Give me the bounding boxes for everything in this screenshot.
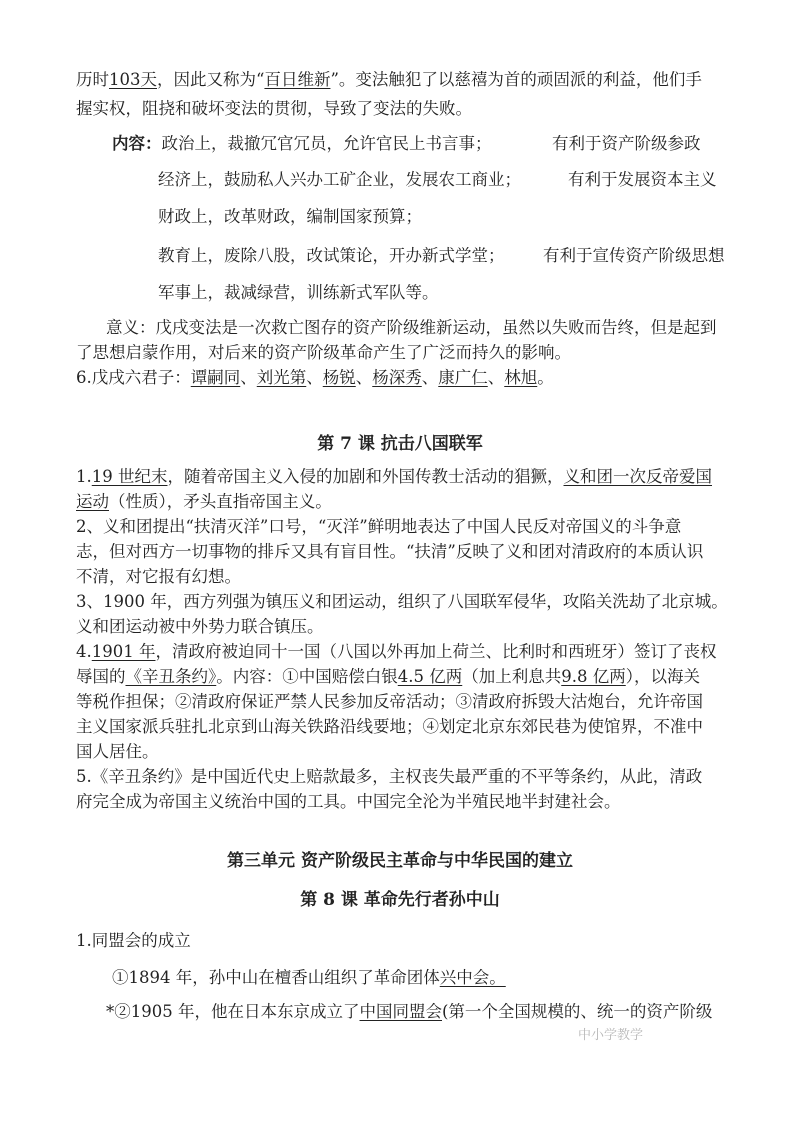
content-line: 内容：政治上，裁撤冗官冗员，允许官民上书言事；	[112, 134, 492, 153]
text-line: 2、义和团提出“扶清灭洋”口号，“灭洋”鲜明地表达了中国人民反对帝国义的斗争意	[76, 517, 682, 536]
text-line: 辱国的《辛丑条约》。内容：①中国赔偿白银4.5 亿两（加上利息共9.8 亿两），以海关	[76, 667, 700, 686]
content-line: 教育上，废除八股，改试策论，开办新式学堂；	[158, 246, 505, 265]
text-line: 握实权，阻挠和破坏变法的贯彻，导致了变法的失败。	[76, 99, 472, 118]
content-note: 有利于发展资本主义	[568, 170, 717, 189]
text-line: 等税作担保；②清政府保证严禁人民参加反帝活动；③清政府拆毁大沽炮台，允许帝国	[76, 692, 703, 711]
text-line: 3、1900 年，西方列强为镇压义和团运动，组织了八国联军侵华，攻陷关洗劫了北京城。	[76, 592, 728, 611]
content-note: 有利于宣传资产阶级思想	[543, 246, 725, 265]
watermark: 中小学教学	[578, 1028, 644, 1043]
text-line: 运动（性质），矛头直指帝国主义。	[76, 492, 332, 511]
text-line: 不清，对它报有幻想。	[76, 567, 241, 586]
six-gentlemen-line: 6.戊戌六君子：谭嗣同、刘光第、杨锐、杨深秀、康广仁、林旭。	[76, 368, 554, 387]
content-line: 军事上，裁减绿营，训练新式军队等。	[158, 283, 439, 302]
lesson-8-heading: 第 8 课 革命先行者孙中山	[300, 890, 500, 910]
section-heading: 1.同盟会的成立	[76, 931, 191, 950]
text-line: 历时103天，因此又称为“百日维新”。变法触犯了以慈禧为首的顽固派的利益，他们手	[76, 70, 702, 89]
text-line: 4.1901 年，清政府被迫同十一国（八国以外再加上荷兰、比利时和西班牙）签订了丧权	[76, 642, 717, 661]
text-line: 国人居住。	[76, 742, 159, 761]
text-line: 志，但对西方一切事物的排斥又具有盲目性。“扶清”反映了义和团对清政府的本质认识	[76, 542, 704, 561]
list-item: *②1905 年，他在日本东京成立了中国同盟会(第一个全国规模的、统一的资产阶级	[106, 1002, 713, 1021]
unit-3-heading: 第三单元 资产阶级民主革命与中华民国的建立	[227, 851, 573, 871]
text-line: 主义国家派兵驻扎北京到山海关铁路沿线要地；④划定北京东郊民巷为使馆界，不准中	[76, 717, 703, 736]
text-line: 义和团运动被中外势力联合镇压。	[76, 617, 324, 636]
content-line: 经济上，鼓励私人兴办工矿企业，发展农工商业；	[158, 170, 521, 189]
content-line: 财政上，改革财政，编制国家预算；	[158, 207, 422, 226]
list-item: ①1894 年，孙中山在檀香山组织了革命团体兴中会。	[112, 968, 506, 987]
text-line: 意义：戊戌变法是一次救亡图存的资产阶级维新运动，虽然以失败而告终，但是起到	[106, 318, 717, 337]
lesson-7-heading: 第 7 课 抗击八国联军	[317, 434, 483, 454]
text-line: 1.19 世纪末，随着帝国主义入侵的加剧和外国传教士活动的猖獗，义和团一次反帝爱国	[76, 467, 712, 486]
content-note: 有利于资产阶级参政	[552, 134, 701, 153]
content-label: 内容：	[112, 134, 162, 153]
text-line: 了思想启蒙作用，对后来的资产阶级革命产生了广泛而持久的影响。	[76, 343, 571, 362]
text-line: 府完全成为帝国主义统治中国的工具。中国完全沦为半殖民地半封建社会。	[76, 792, 621, 811]
text-line: 5.《辛丑条约》是中国近代史上赔款最多，主权丧失最严重的不平等条约，从此，清政	[76, 767, 703, 786]
